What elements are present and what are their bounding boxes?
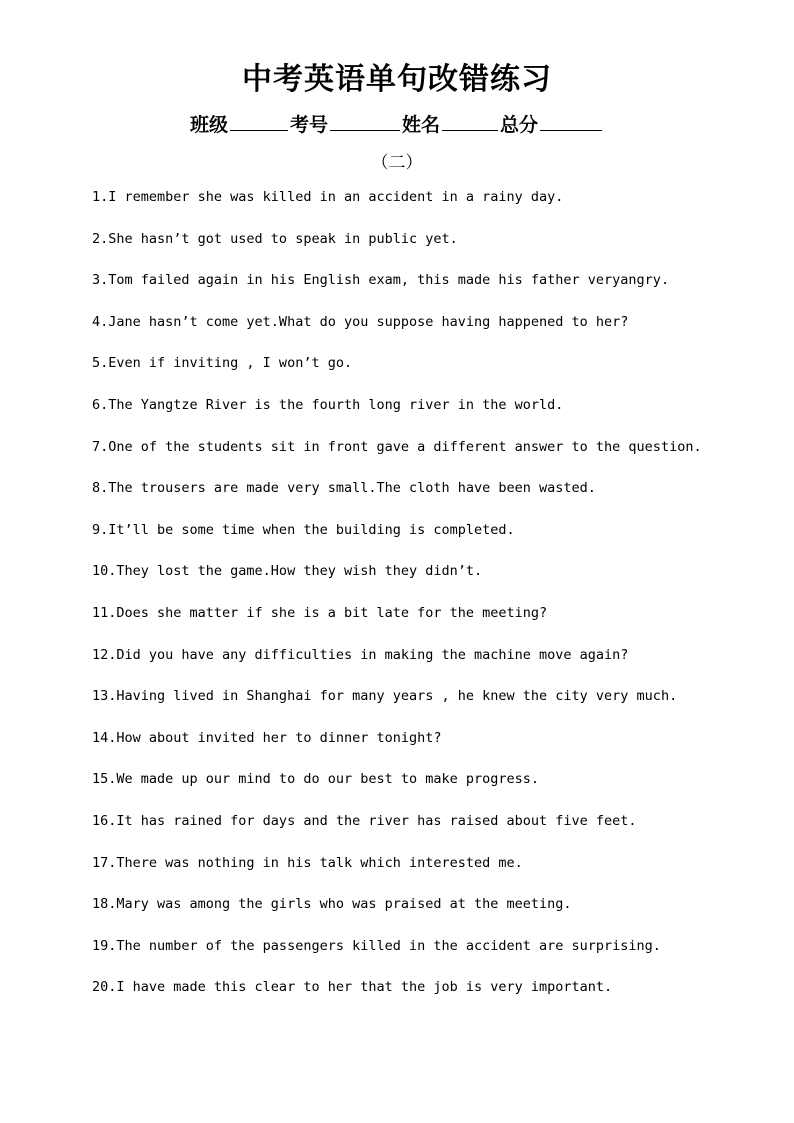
- question-item: 4.Jane hasn’t come yet.What do you suppose having happened to her?: [92, 313, 629, 330]
- question-item: 7.One of the students sit in front gave a different answer to the question.: [92, 438, 702, 455]
- question-item: 12.Did you have any difficulties in making the machine move again?: [92, 646, 629, 663]
- total-score-blank: [540, 110, 602, 131]
- question-item: 19.The number of the passengers killed in the accident are surprising.: [92, 937, 661, 954]
- name-blank: [442, 110, 498, 131]
- question-list: [92, 184, 782, 1016]
- question-item: 2.She hasn’t got used to speak in public yet.: [92, 230, 458, 247]
- question-item: 15.We made up our mind to do our best to make progress.: [92, 771, 540, 788]
- exam-number-blank: [330, 110, 400, 131]
- question-item: 1.I remember she was killed in an accident in a rainy day.: [92, 189, 564, 205]
- question-item: 18.Mary was among the girls who was praised at the meeting.: [92, 896, 572, 913]
- student-info-line: [0, 110, 794, 140]
- question-item: 6.The Yangtze River is the fourth long river in the world.: [92, 396, 564, 413]
- question-item: 11.Does she matter if she is a bit late for the meeting?: [92, 604, 548, 621]
- question-item: 13.Having lived in Shanghai for many years , he knew the city very much.: [92, 688, 678, 705]
- exam-number-label: 考号: [289, 114, 328, 136]
- question-item: 5.Even if inviting , I won’t go.: [92, 355, 353, 372]
- question-item: 14.How about invited her to dinner tonight?: [92, 729, 442, 746]
- question-item: 3.Tom failed again in his English exam, this made his father veryangry.: [92, 272, 670, 289]
- section-heading: （二）: [371, 153, 423, 173]
- total-score-label: 总分: [500, 114, 539, 136]
- question-item: 10.They lost the game.How they wish they didn’t.: [92, 563, 483, 580]
- question-item: 9.It’ll be some time when the building is completed.: [92, 521, 515, 538]
- question-item: 20.I have made this clear to her that the job is very important.: [92, 979, 613, 996]
- class-blank: [230, 110, 288, 131]
- class-label: 班级: [189, 114, 228, 136]
- question-item: 17.There was nothing in his talk which interested me.: [92, 854, 523, 871]
- question-item: 8.The trousers are made very small.The cloth have been wasted.: [92, 480, 596, 497]
- page-title: 中考英语单句改错练习: [242, 62, 552, 97]
- name-label: 姓名: [402, 114, 441, 136]
- question-item: 16.It has rained for days and the river has raised about five feet.: [92, 812, 637, 829]
